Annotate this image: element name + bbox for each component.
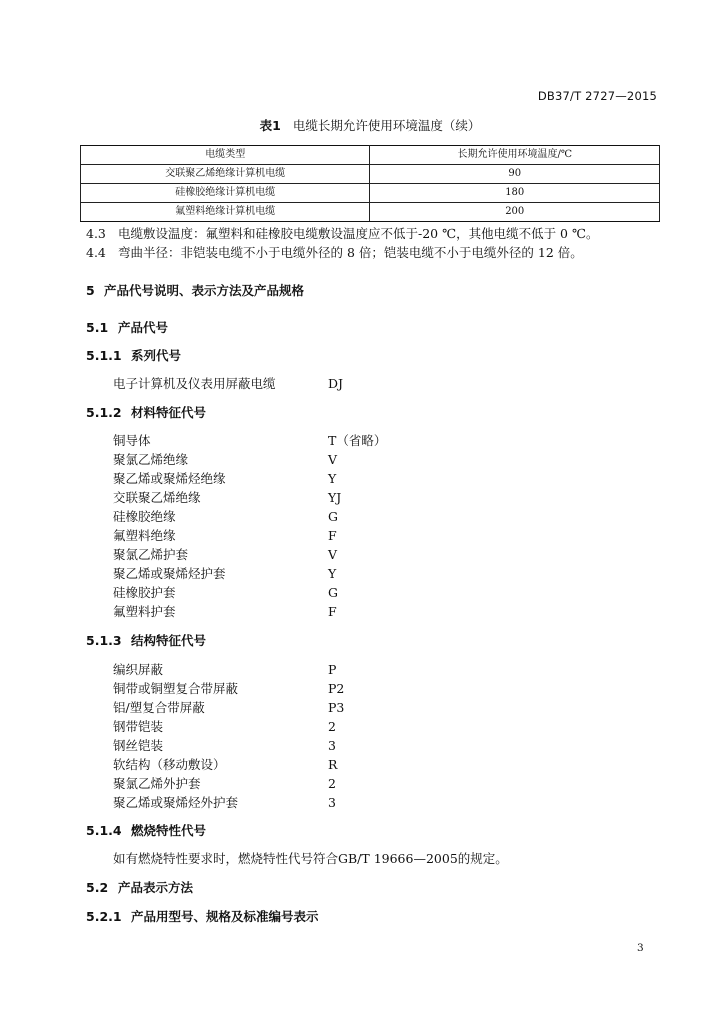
list-item — [0, 662, 724, 678]
section-5-1-3-heading — [0, 633, 724, 649]
structure-name: 软结构（移动敷设） — [113, 757, 226, 772]
structure-code: P3 — [328, 700, 345, 715]
material-name: 聚乙烯或聚烯烃护套 — [113, 566, 226, 581]
structure-name: 聚乙烯或聚烯烃外护套 — [113, 795, 239, 810]
material-name: 氟塑料绝缘 — [113, 528, 176, 543]
table-caption — [80, 118, 660, 134]
cable-temperature-table — [80, 145, 660, 222]
material-code: V — [328, 452, 338, 467]
clause-4-4 — [0, 245, 724, 261]
section-5-1-1-heading — [0, 348, 724, 364]
temperature-cell: 200 — [370, 203, 660, 222]
material-name: 氟塑料护套 — [113, 604, 176, 619]
structure-name: 聚氯乙烯外护套 — [113, 776, 201, 791]
structure-code: R — [328, 757, 338, 772]
section-title: 燃烧特性代号 — [131, 823, 207, 838]
list-item — [0, 738, 724, 754]
material-code: YJ — [328, 490, 342, 505]
clause-text: 电缆敷设温度：氟塑料和硅橡胶电缆敷设温度应不低于-20 ℃，其他电缆不低于 0 ℃。 — [118, 226, 599, 241]
section-number: 5.1.3 — [86, 633, 122, 648]
section-5-1-4-heading — [0, 823, 724, 839]
section-5-2-heading — [0, 880, 724, 896]
structure-name: 编织屏蔽 — [113, 662, 164, 677]
section-title: 产品表示方法 — [118, 880, 194, 895]
clause-4-3 — [0, 226, 724, 242]
list-item — [0, 452, 724, 468]
section-5-2-1-heading — [0, 909, 724, 925]
column-header-cable-type: 电缆类型 — [81, 146, 370, 165]
section-5-1-2-heading — [0, 405, 724, 421]
structure-name: 钢带铠装 — [113, 719, 164, 734]
section-title: 产品用型号、规格及标准编号表示 — [131, 909, 319, 924]
structure-code: 2 — [328, 719, 336, 734]
section-number: 5.2 — [86, 880, 109, 895]
list-item — [0, 528, 724, 544]
structure-name: 铝/塑复合带屏蔽 — [113, 700, 205, 715]
material-name: 交联聚乙烯绝缘 — [113, 490, 201, 505]
list-item — [0, 376, 724, 392]
temperature-cell: 180 — [370, 184, 660, 203]
list-item — [0, 795, 724, 811]
material-name: 聚氯乙烯护套 — [113, 547, 189, 562]
section-number: 5.1 — [86, 320, 109, 335]
structure-code: 3 — [328, 795, 336, 810]
table-row — [81, 184, 660, 203]
clause-number: 4.4 — [86, 245, 106, 260]
section-title: 材料特征代号 — [131, 405, 207, 420]
material-code: F — [328, 528, 337, 543]
table-caption-label: 表1 — [259, 118, 281, 133]
section-number: 5.1.1 — [86, 348, 122, 363]
structure-name: 钢丝铠装 — [113, 738, 164, 753]
page-number: 3 — [637, 942, 644, 954]
material-name: 聚氯乙烯绝缘 — [113, 452, 189, 467]
section-number: 5 — [86, 283, 95, 298]
section-number: 5.1.2 — [86, 405, 122, 420]
table-header-row — [81, 146, 660, 165]
material-name: 铜导体 — [113, 433, 151, 448]
material-code: Y — [328, 471, 337, 486]
list-item — [0, 433, 724, 449]
structure-code: 2 — [328, 776, 336, 791]
list-item — [0, 471, 724, 487]
clause-number: 4.3 — [86, 226, 106, 241]
material-code: T（省略） — [328, 433, 387, 448]
structure-code: P2 — [328, 681, 345, 696]
section-title: 结构特征代号 — [131, 633, 207, 648]
list-item — [0, 490, 724, 506]
section-number: 5.1.4 — [86, 823, 122, 838]
list-item — [0, 547, 724, 563]
cable-type-cell: 氟塑料绝缘计算机电缆 — [81, 203, 370, 222]
cable-type-cell: 交联聚乙烯绝缘计算机电缆 — [81, 165, 370, 184]
list-item — [0, 585, 724, 601]
temperature-cell: 90 — [370, 165, 660, 184]
cable-type-cell: 硅橡胶绝缘计算机电缆 — [81, 184, 370, 203]
list-item — [0, 604, 724, 620]
table-row — [81, 165, 660, 184]
series-name: 电子计算机及仪表用屏蔽电缆 — [113, 376, 276, 391]
section-number: 5.2.1 — [86, 909, 122, 924]
structure-code: P — [328, 662, 337, 677]
list-item — [0, 681, 724, 697]
clause-text: 弯曲半径：非铠装电缆不小于电缆外径的 8 倍；铠装电缆不小于电缆外径的 12 倍。 — [118, 245, 583, 260]
structure-code: 3 — [328, 738, 336, 753]
list-item — [0, 776, 724, 792]
list-item — [0, 566, 724, 582]
material-code: Y — [328, 566, 337, 581]
section-title: 产品代号说明、表示方法及产品规格 — [104, 283, 305, 298]
list-item — [0, 719, 724, 735]
material-code: G — [328, 585, 338, 600]
section-5-heading — [0, 283, 724, 299]
material-name: 硅橡胶绝缘 — [113, 509, 176, 524]
structure-name: 铜带或铜塑复合带屏蔽 — [113, 681, 239, 696]
series-code: DJ — [328, 376, 344, 391]
material-code: G — [328, 509, 338, 524]
table-row — [81, 203, 660, 222]
flammability-paragraph: 如有燃烧特性要求时，燃烧特性代号符合GB/T 19666—2005的规定。 — [113, 851, 508, 866]
section-5-1-heading — [0, 320, 724, 336]
material-name: 聚乙烯或聚烯烃绝缘 — [113, 471, 226, 486]
material-name: 硅橡胶护套 — [113, 585, 176, 600]
list-item — [0, 700, 724, 716]
material-code: V — [328, 547, 338, 562]
list-item — [0, 509, 724, 525]
table-caption-title: 电缆长期允许使用环境温度（续） — [292, 118, 481, 133]
material-code: F — [328, 604, 337, 619]
section-title: 系列代号 — [131, 348, 182, 363]
list-item — [0, 757, 724, 773]
section-title: 产品代号 — [118, 320, 169, 335]
document-code: DB37/T 2727—2015 — [537, 89, 657, 103]
column-header-temperature: 长期允许使用环境温度/℃ — [370, 146, 660, 165]
